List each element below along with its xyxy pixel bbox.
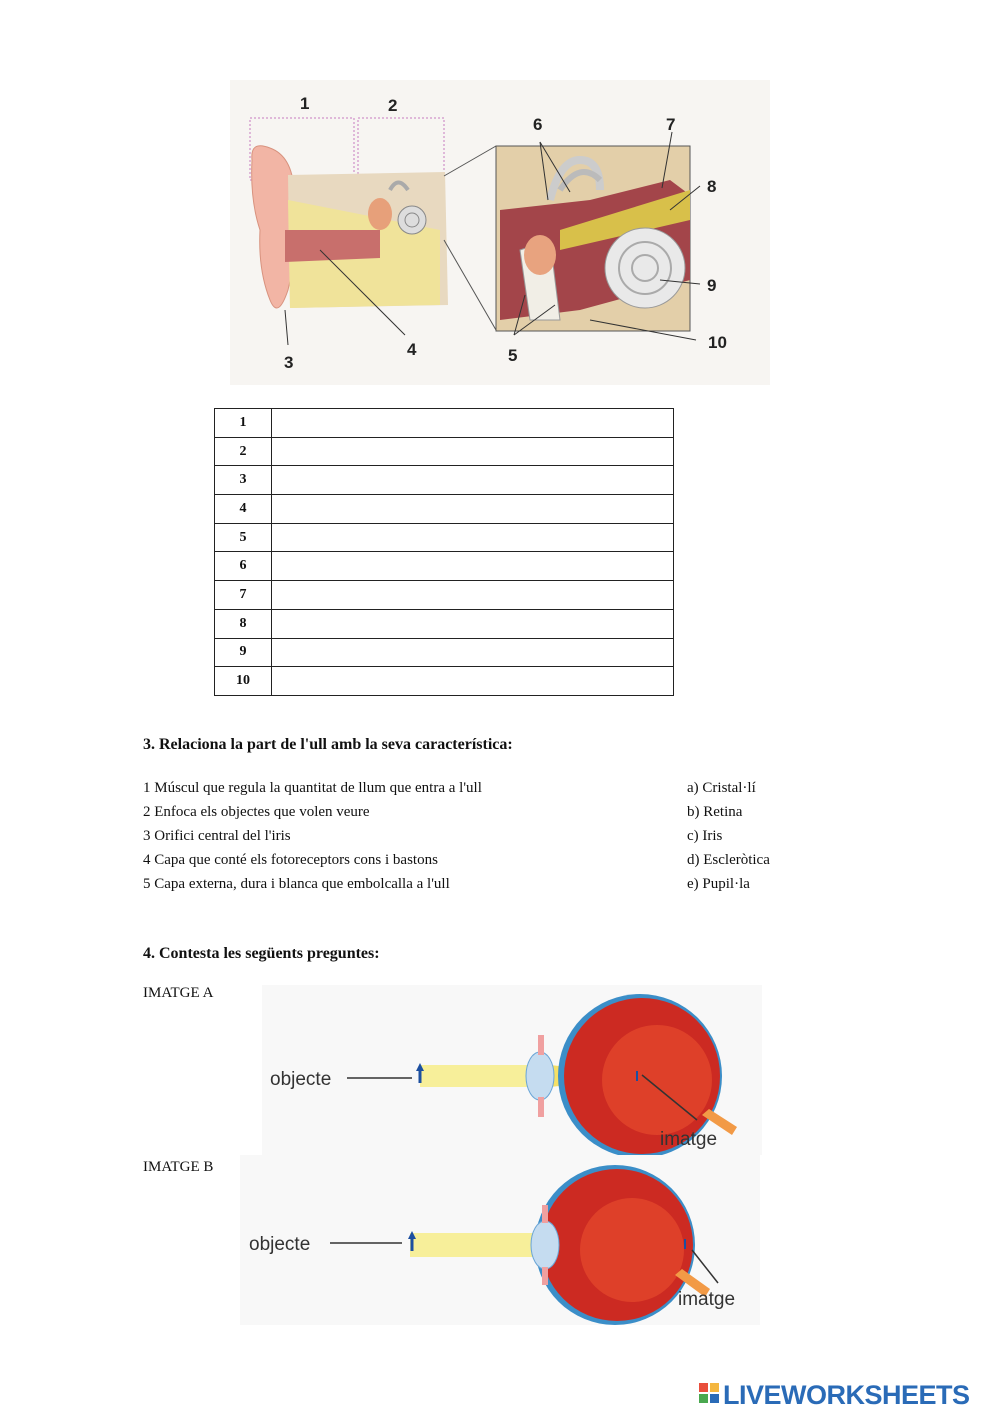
match-option-c[interactable]: c) Iris <box>687 828 723 844</box>
answer-cell[interactable] <box>272 466 674 495</box>
ear-label-1: 1 <box>300 94 310 113</box>
row-number: 1 <box>215 409 272 438</box>
eye-diagram-a <box>262 985 762 1155</box>
table-row <box>215 523 674 552</box>
row-number: 6 <box>215 552 272 581</box>
object-label-b: objecte <box>249 1234 311 1255</box>
match-item-5: 5 Capa externa, dura i blanca que embolcalla a l'ull <box>143 876 450 892</box>
match-item-1: 1 Múscul que regula la quantitat de llum que entra a l'ull <box>143 780 482 796</box>
row-number: 3 <box>215 466 272 495</box>
row-number: 4 <box>215 495 272 524</box>
row-number: 9 <box>215 638 272 667</box>
ear-label-3: 3 <box>284 353 294 372</box>
image-a-caption: IMATGE A <box>143 985 214 1001</box>
row-number: 10 <box>215 667 272 696</box>
section4-heading: 4. Contesta les següents preguntes: <box>143 945 380 962</box>
ear-anatomy-diagram <box>230 80 770 385</box>
ear-label-10: 10 <box>708 333 727 352</box>
ear-label-2: 2 <box>388 96 398 115</box>
match-option-a[interactable]: a) Cristal·lí <box>687 780 756 796</box>
ear-label-5: 5 <box>508 346 518 365</box>
answer-cell[interactable] <box>272 495 674 524</box>
section3-heading: 3. Relaciona la part de l'ull amb la seva característica: <box>143 736 513 753</box>
ear-label-4: 4 <box>407 340 417 359</box>
image-label-a: imatge <box>660 1129 718 1150</box>
match-item-2: 2 Enfoca els objectes que volen veure <box>143 804 370 820</box>
table-row <box>215 437 674 466</box>
answer-cell[interactable] <box>272 437 674 466</box>
match-option-b[interactable]: b) Retina <box>687 804 743 820</box>
ear-label-8: 8 <box>707 177 717 196</box>
table-row <box>215 409 674 438</box>
row-number: 7 <box>215 581 272 610</box>
ear-label-7: 7 <box>666 115 676 134</box>
table-row <box>215 609 674 638</box>
answer-cell[interactable] <box>272 638 674 667</box>
match-option-d[interactable]: d) Escleròtica <box>687 852 770 868</box>
answer-cell[interactable] <box>272 667 674 696</box>
answer-cell[interactable] <box>272 409 674 438</box>
answer-cell[interactable] <box>272 523 674 552</box>
ear-parts-answer-table <box>214 408 674 696</box>
table-row <box>215 581 674 610</box>
eye-diagram-b <box>240 1155 760 1325</box>
table-row <box>215 667 674 696</box>
match-item-4: 4 Capa que conté els fotoreceptors cons i bastons <box>143 852 438 868</box>
answer-cell[interactable] <box>272 552 674 581</box>
match-option-e[interactable]: e) Pupil·la <box>687 876 750 892</box>
match-item-3: 3 Orifici central del l'iris <box>143 828 291 844</box>
row-number: 8 <box>215 609 272 638</box>
answer-cell[interactable] <box>272 609 674 638</box>
row-number: 5 <box>215 523 272 552</box>
answer-cell[interactable] <box>272 581 674 610</box>
ear-label-6: 6 <box>533 115 543 134</box>
brand-name: LIVEWORKSHEETS <box>723 1380 970 1409</box>
table-row <box>215 466 674 495</box>
ear-label-9: 9 <box>707 276 717 295</box>
object-label-a: objecte <box>270 1069 332 1090</box>
image-b-caption: IMATGE B <box>143 1159 214 1175</box>
table-row <box>215 638 674 667</box>
liveworksheets-logo <box>697 1377 997 1409</box>
image-label-b: imatge <box>678 1289 736 1310</box>
table-row <box>215 552 674 581</box>
table-row <box>215 495 674 524</box>
row-number: 2 <box>215 437 272 466</box>
